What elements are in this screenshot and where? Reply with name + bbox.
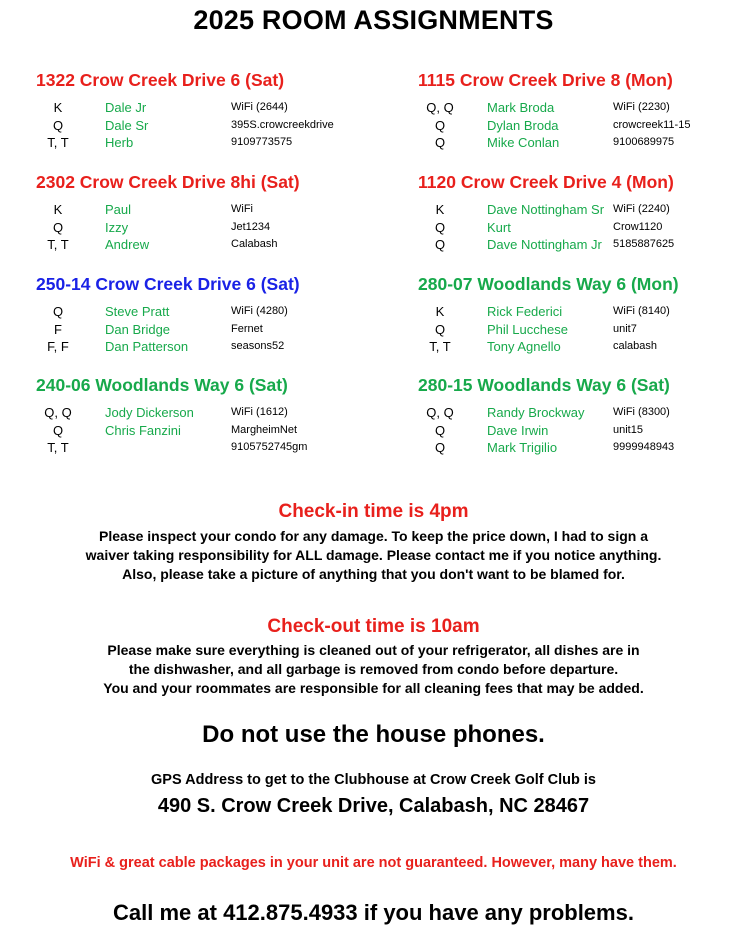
bed-type: T, T [47,440,69,455]
guest-name: Steve Pratt [105,304,170,319]
bed-type: Q [52,422,64,438]
unit-block [36,69,376,152]
unit-title: 2302 Crow Creek Drive 8hi (Sat) [36,172,300,192]
guest-name: Chris Fanzini [105,422,181,438]
guest-name: Jody Dickerson [105,405,194,420]
guest-name: Andrew [105,237,150,252]
bed-type: Q, Q [426,100,454,115]
list-item [36,236,376,254]
unit-title: 280-15 Woodlands Way 6 (Sat) [418,375,670,395]
phones-notice: Do not use the house phones. [202,721,545,748]
unit-info: WiFi (2644) [231,101,288,113]
bed-type: T, T [47,237,69,252]
list-item [418,134,747,152]
checkin-heading: Check-in time is 4pm [278,501,469,522]
bed-type: Q [434,237,446,252]
guest-name: Phil Lucchese [487,321,568,337]
guest-name: Mark Broda [487,100,555,115]
bed-type: Q [52,117,64,133]
bed-type: K [53,100,63,115]
page-title: 2025 ROOM ASSIGNMENTS [193,5,554,35]
list-item [418,422,747,440]
call-notice: Call me at 412.875.4933 if you have any problems. [113,900,634,925]
checkin-text [0,527,747,584]
list-item [36,439,376,457]
checkin-line: Also, please take a picture of anything that you don't want to be blamed for. [122,566,625,582]
unit-block [36,273,376,356]
guest-name: Dan Patterson [105,339,189,354]
guest-name: Dave Nottingham Jr [487,237,602,252]
unit-info: crowcreek11-15 [613,118,691,131]
unit-title: 280-07 Woodlands Way 6 (Mon) [418,274,679,294]
unit-info: WiFi (8300) [613,406,670,418]
unit-info: Fernet [231,322,263,335]
bed-type: Q, Q [44,405,72,420]
bed-type: Q [434,440,446,455]
gps-label: GPS Address to get to the Clubhouse at Crow Creek Golf Club is [151,772,596,788]
unit-info: WiFi [231,203,253,215]
list-item [36,422,376,440]
list-item [418,404,747,422]
unit-title: 1322 Crow Creek Drive 6 (Sat) [36,70,285,90]
unit-info: calabash [613,340,658,352]
bed-type: F, F [47,339,69,354]
checkout-line: Please make sure everything is cleaned out of your refrigerator, all dishes are in [107,642,640,658]
list-item [36,201,376,219]
bed-type: K [435,304,445,319]
unit-block [418,171,747,254]
unit-title: 250-14 Crow Creek Drive 6 (Sat) [36,274,300,294]
unit-info: seasons52 [231,340,285,352]
unit-info: unit15 [613,423,643,436]
unit-block [418,374,747,457]
guest-name: Tony Agnello [487,339,561,354]
unit-info: 395S.crowcreekdrive [231,118,334,131]
checkin-line: Please inspect your condo for any damage. To keep the price down, I had to sign a [99,528,648,544]
list-item [418,321,747,339]
guest-name: Paul [105,202,132,217]
list-item [36,338,376,356]
unit-info: 9109773575 [231,136,293,148]
unit-info: Calabash [231,238,278,250]
list-item [36,99,376,117]
guest-name: Mike Conlan [487,135,560,150]
checkout-heading: Check-out time is 10am [267,616,480,637]
unit-title: 1115 Crow Creek Drive 8 (Mon) [418,70,673,90]
guest-name: Dan Bridge [105,321,171,337]
bed-type: Q [434,117,446,133]
list-item [36,404,376,422]
bed-type: Q [434,219,446,235]
list-item [418,99,747,117]
bed-type: Q [52,219,64,235]
unit-info: WiFi (4280) [231,305,288,317]
unit-title: 240-06 Woodlands Way 6 (Sat) [36,375,288,395]
bed-type: Q [434,422,446,438]
checkin-line: waiver taking responsibility for ALL damage. Please contact me if you notice anything. [85,547,662,563]
unit-info: unit7 [613,322,637,335]
unit-info: 9105752745gm [231,441,308,453]
list-item [36,303,376,321]
bed-type: T, T [429,339,451,354]
unit-info: WiFi (1612) [231,406,288,418]
guest-name: Dylan Broda [487,117,559,133]
guest-name: Dale Sr [105,117,149,133]
list-item [418,338,747,356]
guest-name: Dale Jr [105,100,147,115]
guest-name: Dave Nottingham Sr [487,202,605,217]
bed-type: Q, Q [426,405,454,420]
unit-info: WiFi (8140) [613,305,670,317]
guest-name: Randy Brockway [487,405,585,420]
guest-name: Kurt [487,219,511,235]
unit-block [418,69,747,152]
list-item [418,236,747,254]
wifi-notice: WiFi & great cable packages in your unit are not guaranteed. However, many have them. [70,855,677,871]
bed-type: F [54,321,62,337]
list-item [418,201,747,219]
unit-block [36,374,376,457]
unit-info: 9100689975 [613,136,675,148]
checkout-line: You and your roommates are responsible for all cleaning fees that may be added. [103,680,644,696]
unit-info: WiFi (2230) [613,101,670,113]
list-item [418,303,747,321]
gps-address: 490 S. Crow Creek Drive, Calabash, NC 28467 [157,795,590,817]
guest-name: Mark Trigilio [487,440,558,455]
bed-type: Q [434,321,446,337]
bed-type: Q [434,135,446,150]
list-item [36,117,376,135]
unit-info: Jet1234 [231,220,271,233]
checkout-text [0,641,747,698]
bed-type: K [435,202,445,217]
guest-name: Herb [105,135,134,150]
guest-name: Izzy [105,219,129,235]
unit-info: MargheimNet [231,423,298,436]
list-item [418,117,747,135]
guest-name: Rick Federici [487,304,563,319]
list-item [418,439,747,457]
unit-info: 5185887625 [613,238,675,250]
unit-info: 9999948943 [613,441,675,453]
list-item [36,219,376,237]
unit-title: 1120 Crow Creek Drive 4 (Mon) [418,172,674,192]
unit-block [418,273,747,356]
list-item [418,219,747,237]
checkout-line: the dishwasher, and all garbage is removed from condo before departure. [128,661,619,677]
unit-info: WiFi (2240) [613,203,670,215]
bed-type: Q [52,304,64,319]
list-item [36,321,376,339]
unit-info: Crow1120 [613,220,663,233]
list-item [36,134,376,152]
unit-block [36,171,376,254]
bed-type: T, T [47,135,69,150]
bed-type: K [53,202,63,217]
guest-name: Dave Irwin [487,422,549,438]
